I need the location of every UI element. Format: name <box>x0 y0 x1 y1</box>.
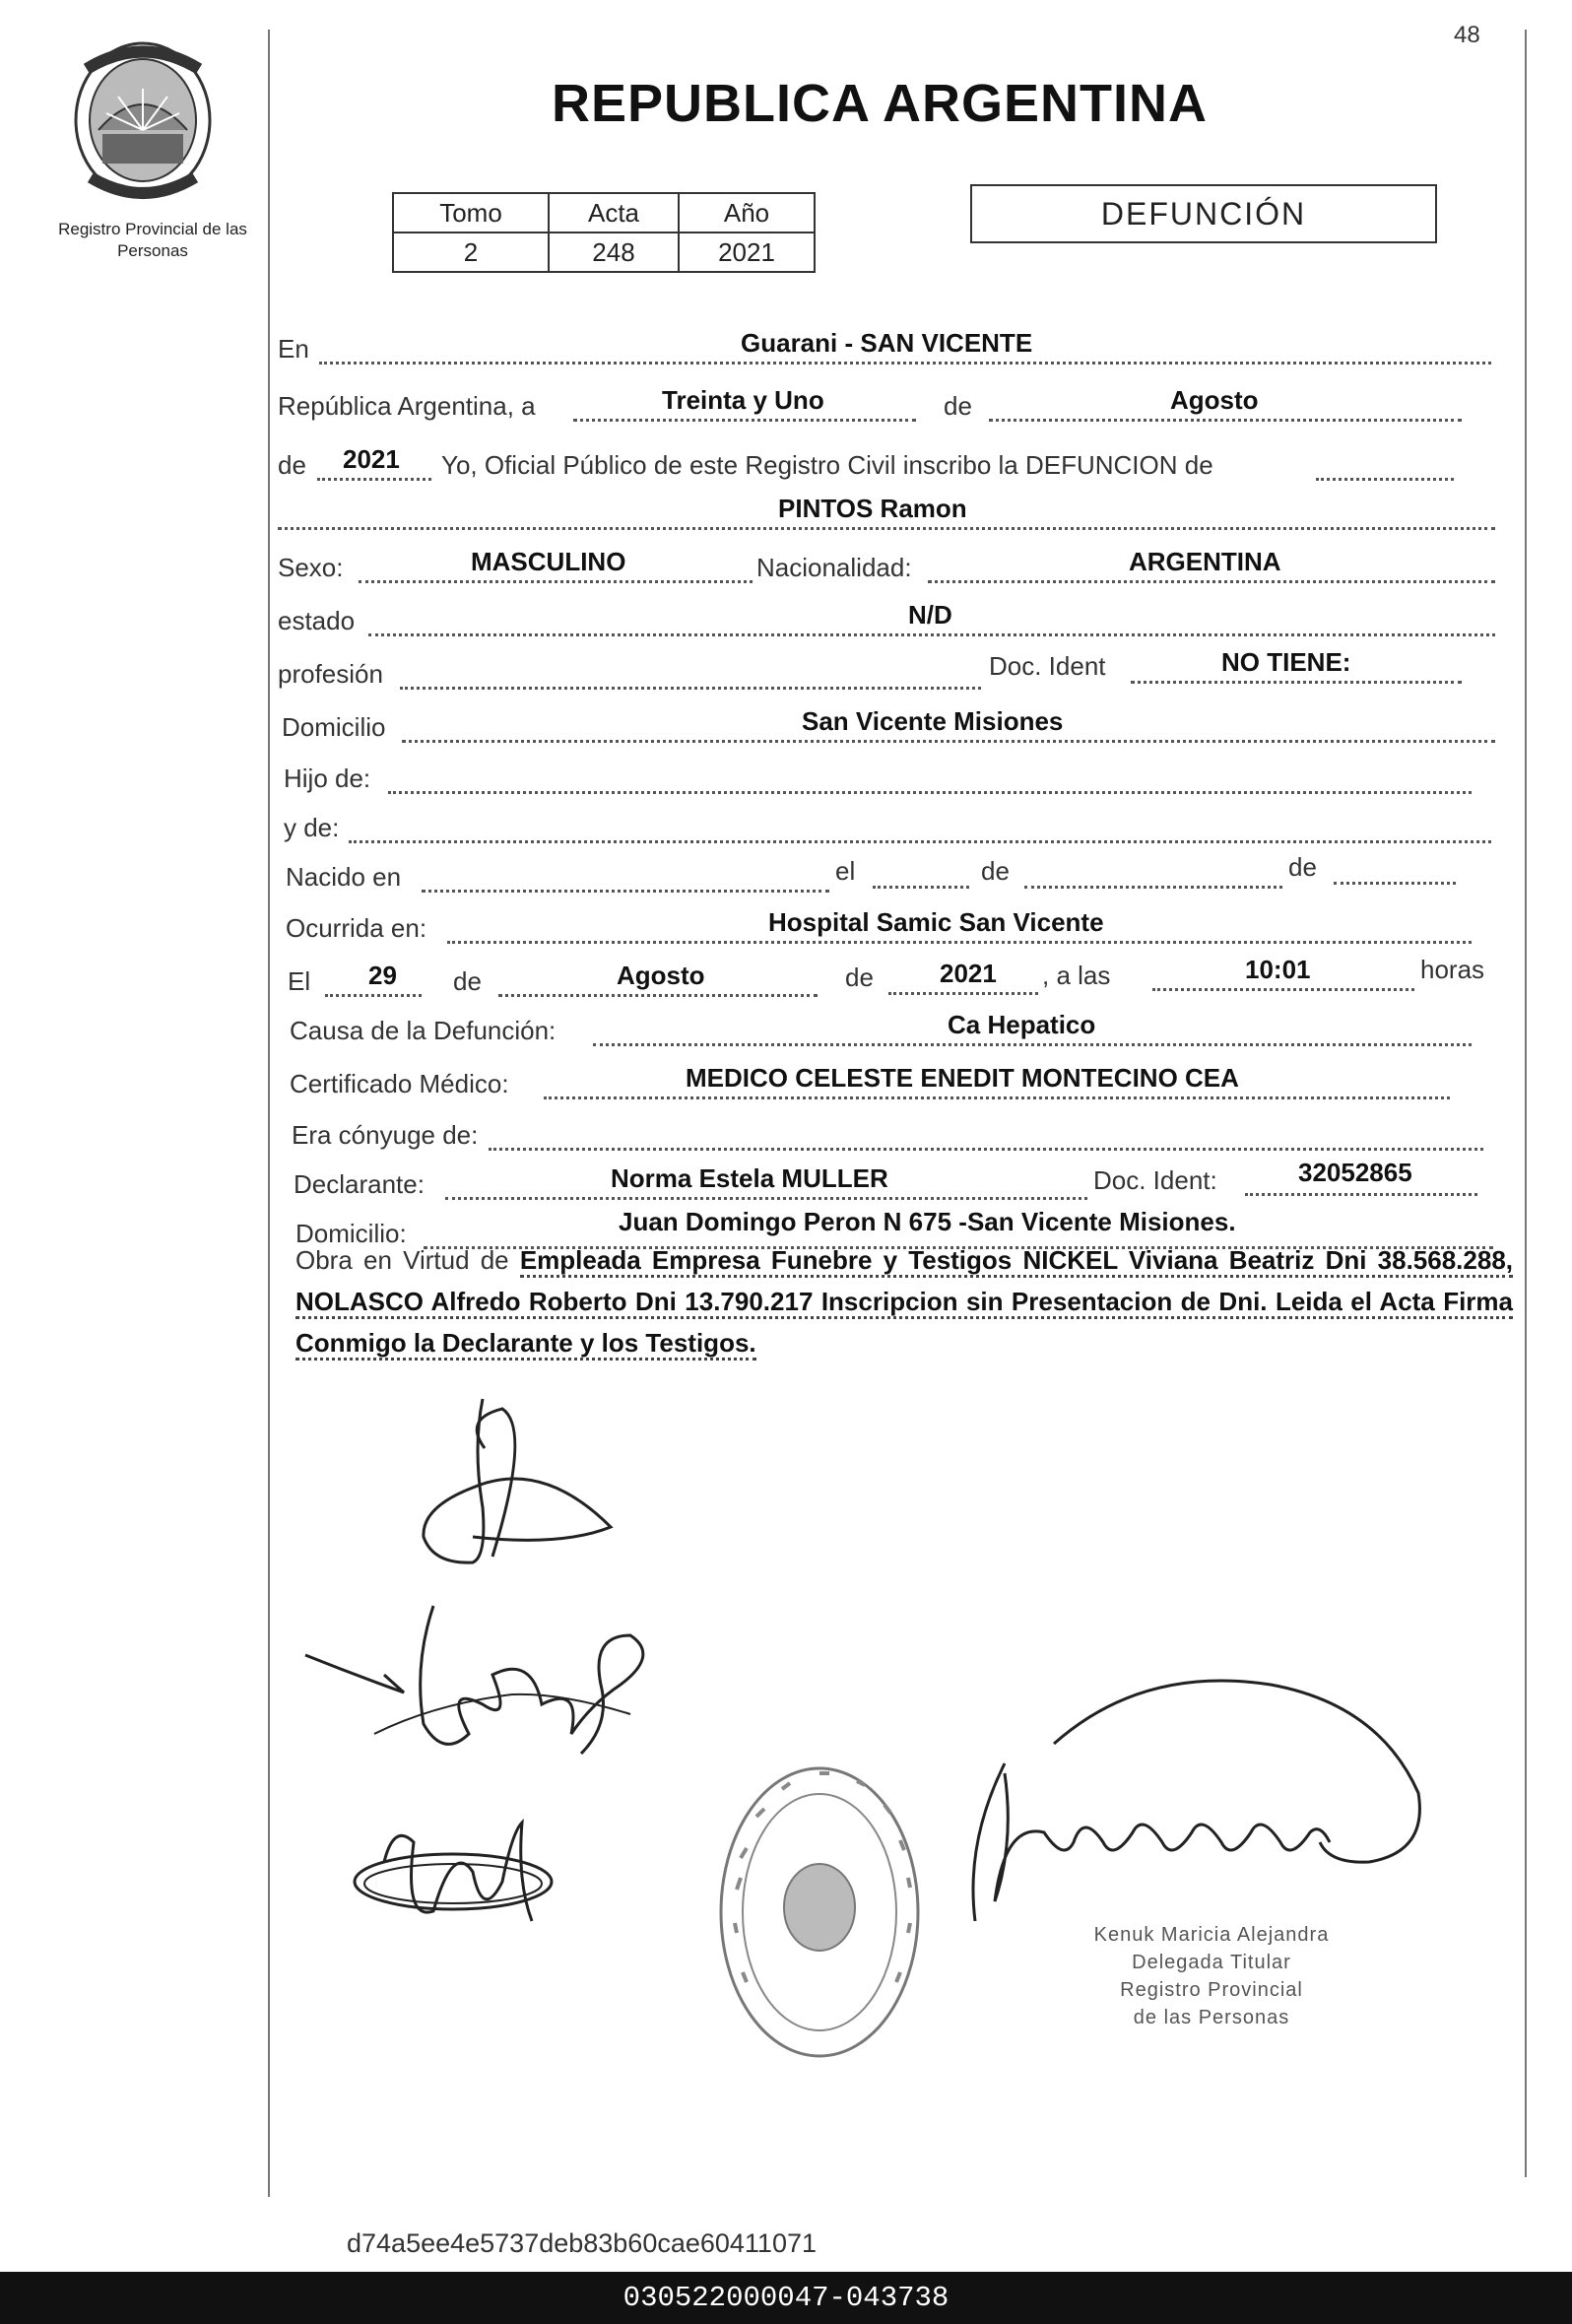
row-profesion <box>278 647 1499 696</box>
nacido-de-label: de <box>981 856 1010 886</box>
ocurrida-label: Ocurrida en: <box>286 913 427 943</box>
nacionalidad-value: ARGENTINA <box>1129 547 1281 576</box>
alas-label: , a las <box>1042 961 1111 990</box>
signature-1 <box>414 1389 630 1566</box>
domicilio2-label: Domicilio: <box>295 1219 407 1248</box>
delegate-name: Kenuk Maricia Alejandra <box>1093 1924 1330 1946</box>
yde-label: y de: <box>284 813 340 842</box>
ano-header: Año <box>679 193 815 232</box>
month-value: Agosto <box>1170 385 1259 415</box>
el-label: el <box>835 856 856 886</box>
row-causa <box>278 1007 1499 1052</box>
hijo-label: Hijo de: <box>284 764 371 793</box>
el2-label: El <box>288 966 311 996</box>
row-sexo <box>278 544 1499 589</box>
acta-value: 248 <box>549 232 679 272</box>
delegate-office-2: de las Personas <box>1133 2007 1290 2028</box>
obra-label: Obra en Virtud de <box>295 1245 509 1275</box>
record-type: DEFUNCIÓN <box>970 184 1437 243</box>
conyuge-label: Era cónyuge de: <box>292 1120 479 1150</box>
row-year <box>278 441 1499 487</box>
row-declarante <box>278 1158 1499 1206</box>
cert-label: Certificado Médico: <box>290 1069 509 1098</box>
death-de-label: de <box>453 966 482 996</box>
row-nacido <box>278 853 1499 898</box>
obra-text: Empleada Empresa Funebre y Testigos NICKEL Viviana Beatriz Dni 38.568.288, NOLASCO Alfredo Roberto Dni 13.790.217 Inscripcion sin Presentacion de Dni. Leida el Acta Firma Conmigo la Declarante y los Testigos. <box>295 1245 1513 1361</box>
day-text-value: Treinta y Uno <box>662 385 824 415</box>
deceased-name: PINTOS Ramon <box>778 494 967 523</box>
estado-label: estado <box>278 606 356 635</box>
sexo-label: Sexo: <box>278 553 344 582</box>
row-cert <box>278 1060 1499 1105</box>
death-de2-label: de <box>845 963 874 992</box>
delegate-title: Delegada Titular <box>1132 1952 1291 1973</box>
row-place <box>278 325 1499 370</box>
domicilio-label: Domicilio <box>282 712 386 742</box>
estado-value: N/D <box>908 600 952 630</box>
de-label: de <box>944 391 972 421</box>
row-hijo <box>278 755 1499 800</box>
de-year-label: de <box>278 450 306 480</box>
time-value: 10:01 <box>1245 955 1311 984</box>
domicilio2-value: Juan Domingo Peron N 675 -San Vicente Misiones. <box>619 1207 1236 1236</box>
death-year-value: 2021 <box>940 959 997 988</box>
nacido-label: Nacido en <box>286 862 402 892</box>
doc-value: NO TIENE: <box>1221 647 1351 677</box>
registry-table <box>392 192 816 273</box>
horas-label: horas <box>1420 955 1485 984</box>
row-death-date <box>278 955 1499 1003</box>
row-deceased <box>278 491 1499 536</box>
delegate-stamp <box>1049 1921 1374 2031</box>
nacido-de2-label: de <box>1288 852 1317 882</box>
death-month-value: Agosto <box>617 961 705 990</box>
ano-value: 2021 <box>679 232 815 272</box>
row-domicilio <box>278 703 1499 749</box>
declarante-label: Declarante: <box>294 1169 425 1199</box>
document-hash: d74a5ee4e5737deb83b60cae60411071 <box>347 2228 817 2258</box>
nacionalidad-label: Nacionalidad: <box>756 553 912 582</box>
causa-value: Ca Hepatico <box>948 1010 1096 1039</box>
doc2-value: 32052865 <box>1298 1158 1412 1187</box>
page-number: 48 <box>1454 22 1480 48</box>
acta-header: Acta <box>549 193 679 232</box>
sexo-value: MASCULINO <box>471 547 626 576</box>
row-conyuge <box>278 1111 1499 1157</box>
cert-value: MEDICO CELESTE ENEDIT MONTECINO CEA <box>686 1063 1239 1093</box>
row-ocurrida <box>278 904 1499 950</box>
page-title: REPUBLICA ARGENTINA <box>552 74 1208 133</box>
province-crest <box>69 39 217 202</box>
signature-2 <box>295 1576 670 1763</box>
delegate-signature <box>946 1665 1458 1931</box>
barcode-text: 030522000047-043738 <box>622 2282 950 2314</box>
official-seal <box>711 1760 928 2065</box>
declarante-value: Norma Estela MULLER <box>611 1163 888 1193</box>
yo-text: Yo, Oficial Público de este Registro Civil inscribo la DEFUNCION de <box>441 450 1213 480</box>
obra-paragraph <box>295 1239 1513 1363</box>
right-margin-line <box>1525 30 1527 2177</box>
tomo-header: Tomo <box>393 193 549 232</box>
republica-label: República Argentina, a <box>278 391 536 421</box>
en-label: En <box>278 334 309 364</box>
year-value: 2021 <box>343 444 400 474</box>
place-value: Guarani - SAN VICENTE <box>741 328 1033 358</box>
doc-label: Doc. Ident <box>989 651 1106 681</box>
domicilio-value: San Vicente Misiones <box>802 706 1064 736</box>
delegate-office: Registro Provincial <box>1120 1979 1303 2001</box>
row-yde <box>278 804 1499 849</box>
row-date <box>278 382 1499 428</box>
causa-label: Causa de la Defunción: <box>290 1016 557 1045</box>
tomo-value: 2 <box>393 232 549 272</box>
profesion-label: profesión <box>278 659 383 689</box>
doc2-label: Doc. Ident: <box>1093 1165 1217 1195</box>
left-margin-line <box>268 30 270 2197</box>
death-day-value: 29 <box>368 961 397 990</box>
crest-caption: Registro Provincial de las Personas <box>58 220 247 260</box>
row-estado <box>278 597 1499 642</box>
signature-3 <box>345 1803 571 1951</box>
ocurrida-value: Hospital Samic San Vicente <box>768 907 1104 937</box>
barcode-bar <box>0 2272 1572 2324</box>
